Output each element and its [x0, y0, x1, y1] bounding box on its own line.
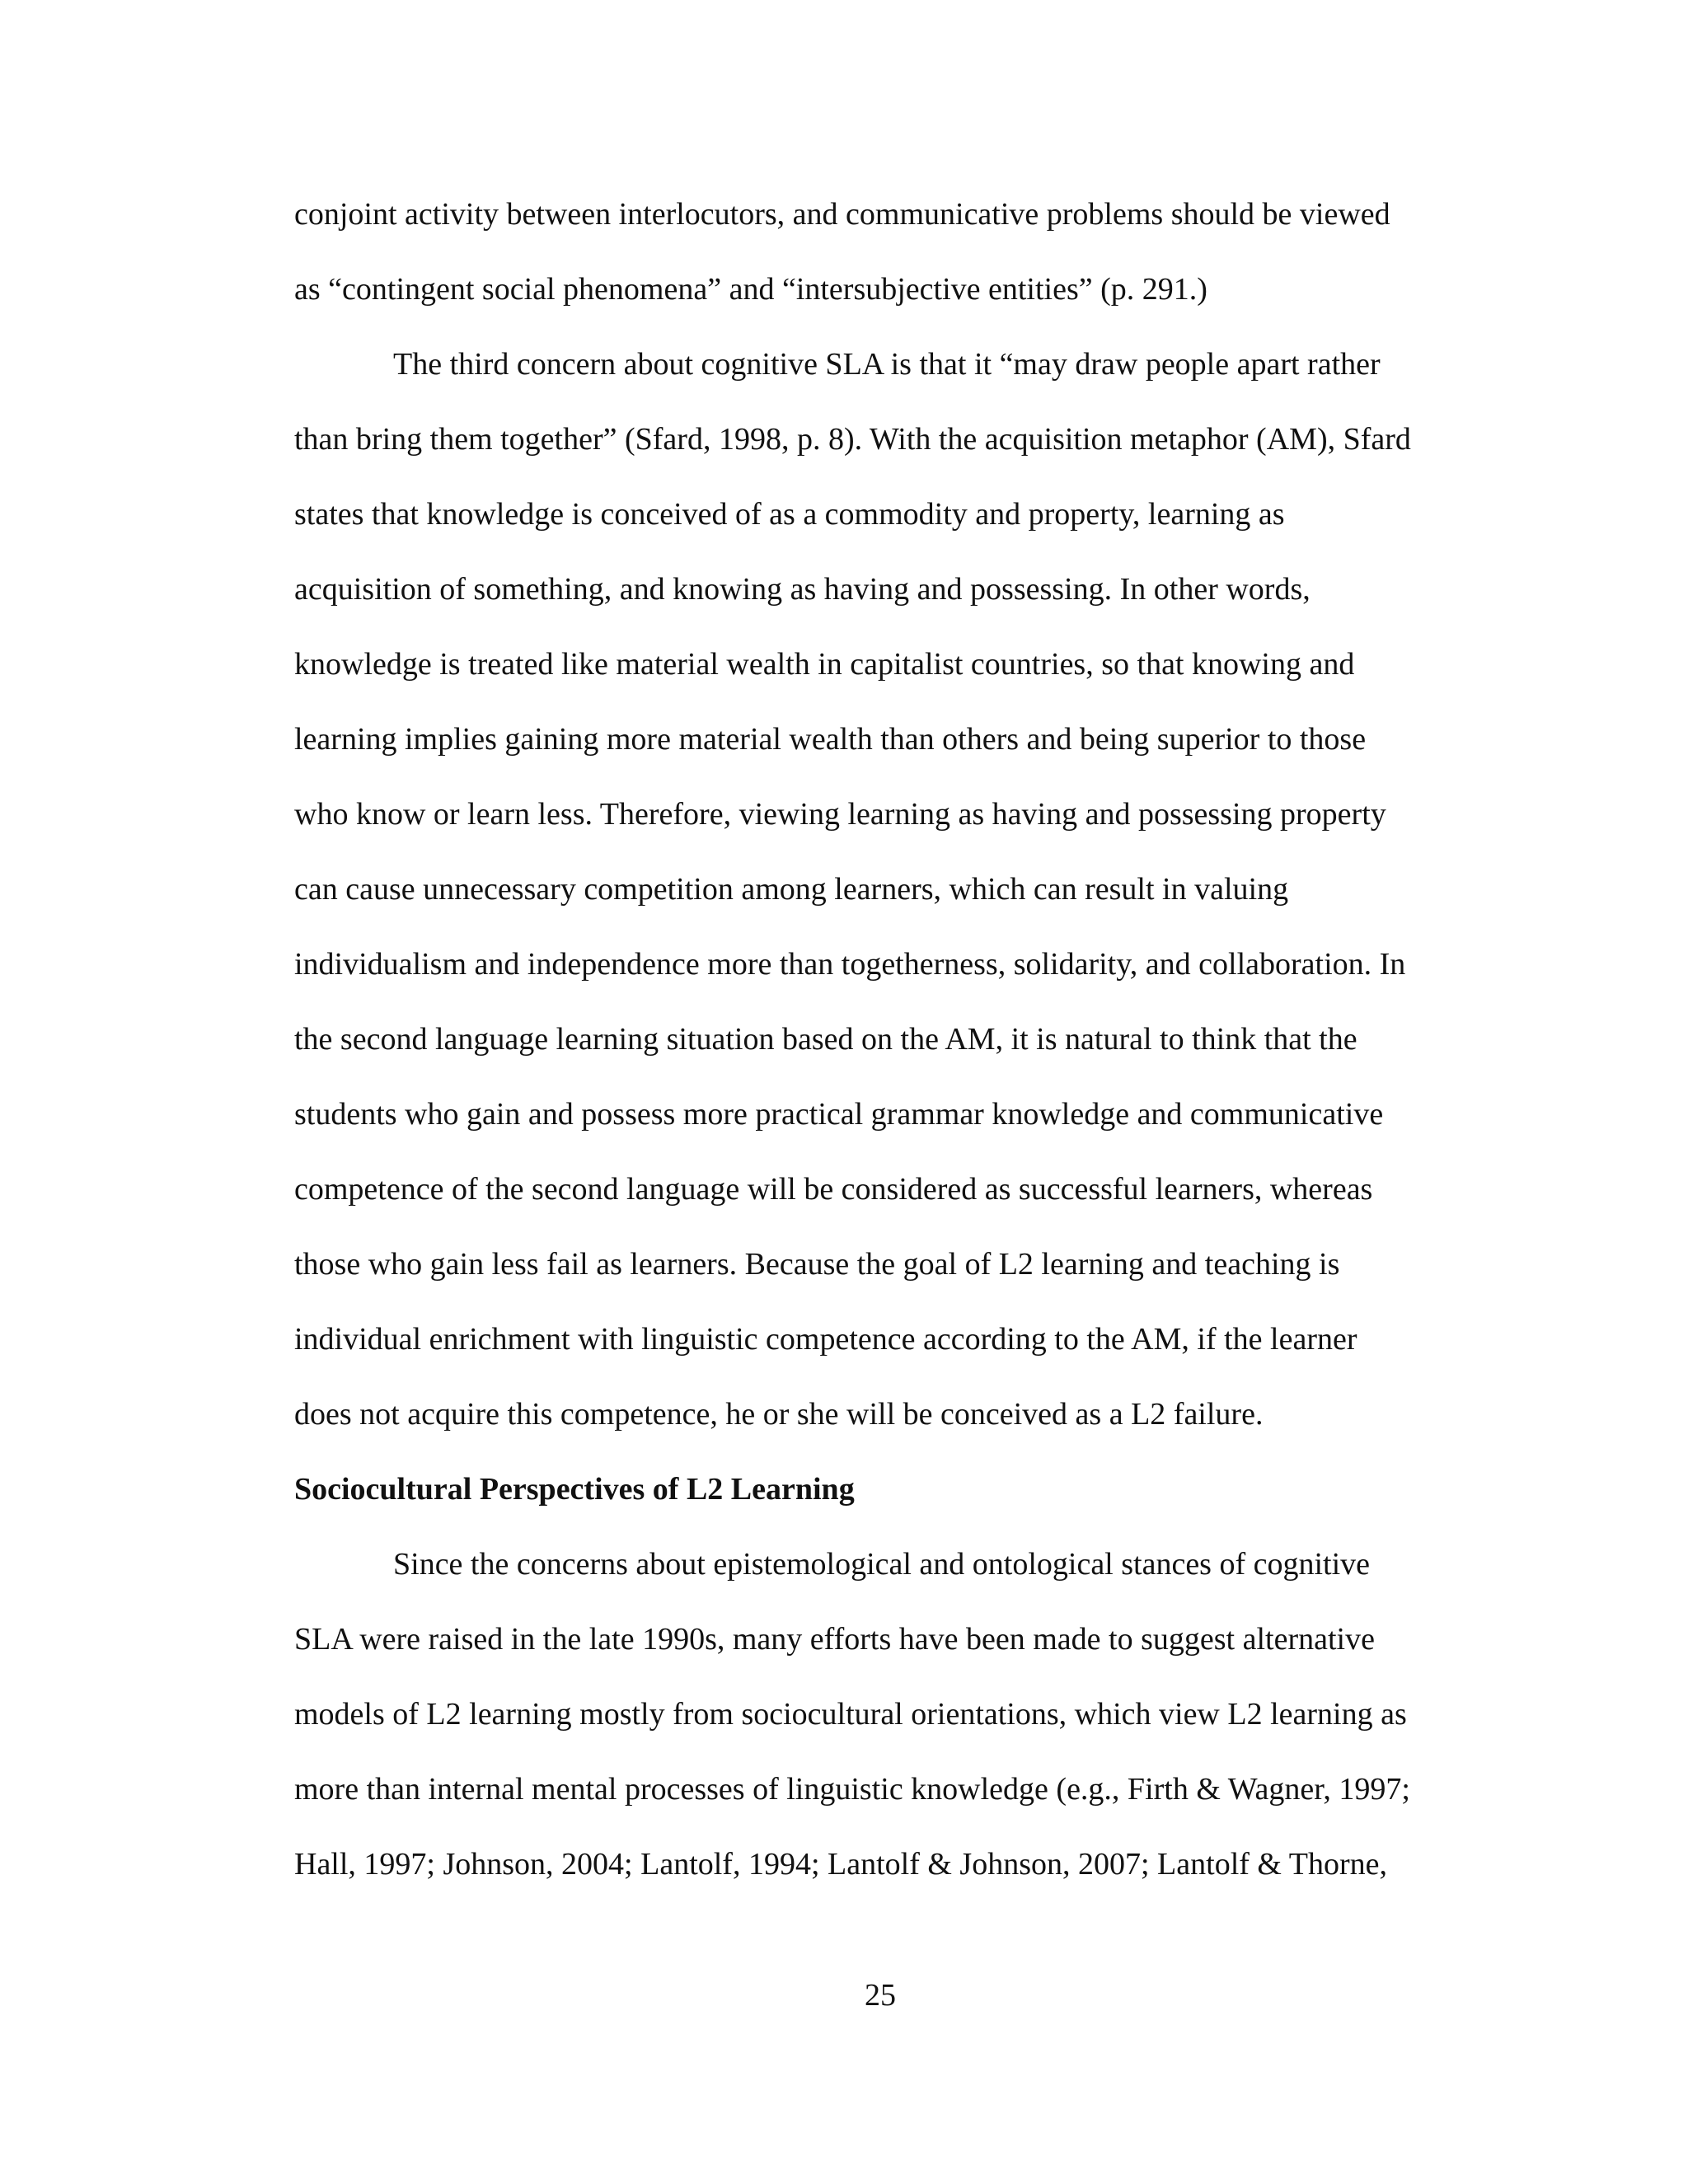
body-text-line: does not acquire this competence, he or she will be conceived as a L2 failure.	[294, 1397, 1264, 1432]
section-heading: Sociocultural Perspectives of L2 Learning	[294, 1472, 855, 1507]
paragraph-first-line: The third concern about cognitive SLA is that it “may draw people apart rather	[393, 347, 1381, 382]
body-text-line: as “contingent social phenomena” and “intersubjective entities” (p. 291.)	[294, 272, 1207, 307]
body-text-line: learning implies gaining more material wealth than others and being superior to those	[294, 722, 1367, 757]
body-text-line: students who gain and possess more practical grammar knowledge and communicative	[294, 1097, 1384, 1132]
paragraph-first-line: Since the concerns about epistemological and ontological stances of cognitive	[393, 1547, 1371, 1582]
body-text-line: more than internal mental processes of linguistic knowledge (e.g., Firth & Wagner, 1997;	[294, 1772, 1410, 1807]
body-text-line: SLA were raised in the late 1990s, many efforts have been made to suggest alternative	[294, 1622, 1375, 1657]
body-text-line: than bring them together” (Sfard, 1998, p. 8). With the acquisition metaphor (AM), Sfard	[294, 422, 1411, 457]
body-text-line: knowledge is treated like material wealth in capitalist countries, so that knowing and	[294, 647, 1355, 682]
body-text-line: those who gain less fail as learners. Because the goal of L2 learning and teaching is	[294, 1247, 1340, 1282]
body-text-line: acquisition of something, and knowing as having and possessing. In other words,	[294, 572, 1311, 607]
body-text-line: models of L2 learning mostly from sociocultural orientations, which view L2 learning as	[294, 1697, 1407, 1732]
body-text-line: the second language learning situation based on the AM, it is natural to think that the	[294, 1022, 1357, 1057]
page-number: 25	[865, 1978, 896, 2013]
body-text-line: who know or learn less. Therefore, viewing learning as having and possessing property	[294, 797, 1386, 832]
body-text-line: states that knowledge is conceived of as a commodity and property, learning as	[294, 497, 1285, 532]
body-text-line: competence of the second language will be considered as successful learners, whereas	[294, 1172, 1373, 1207]
body-text-line: can cause unnecessary competition among learners, which can result in valuing	[294, 872, 1289, 907]
body-text-line: Hall, 1997; Johnson, 2004; Lantolf, 1994; Lantolf & Johnson, 2007; Lantolf & Thorne,	[294, 1847, 1388, 1882]
body-text-line: conjoint activity between interlocutors, and communicative problems should be viewed	[294, 197, 1390, 232]
body-text-line: individualism and independence more than togetherness, solidarity, and collaboration. In	[294, 947, 1406, 982]
body-text-line: individual enrichment with linguistic competence according to the AM, if the learner	[294, 1322, 1357, 1357]
